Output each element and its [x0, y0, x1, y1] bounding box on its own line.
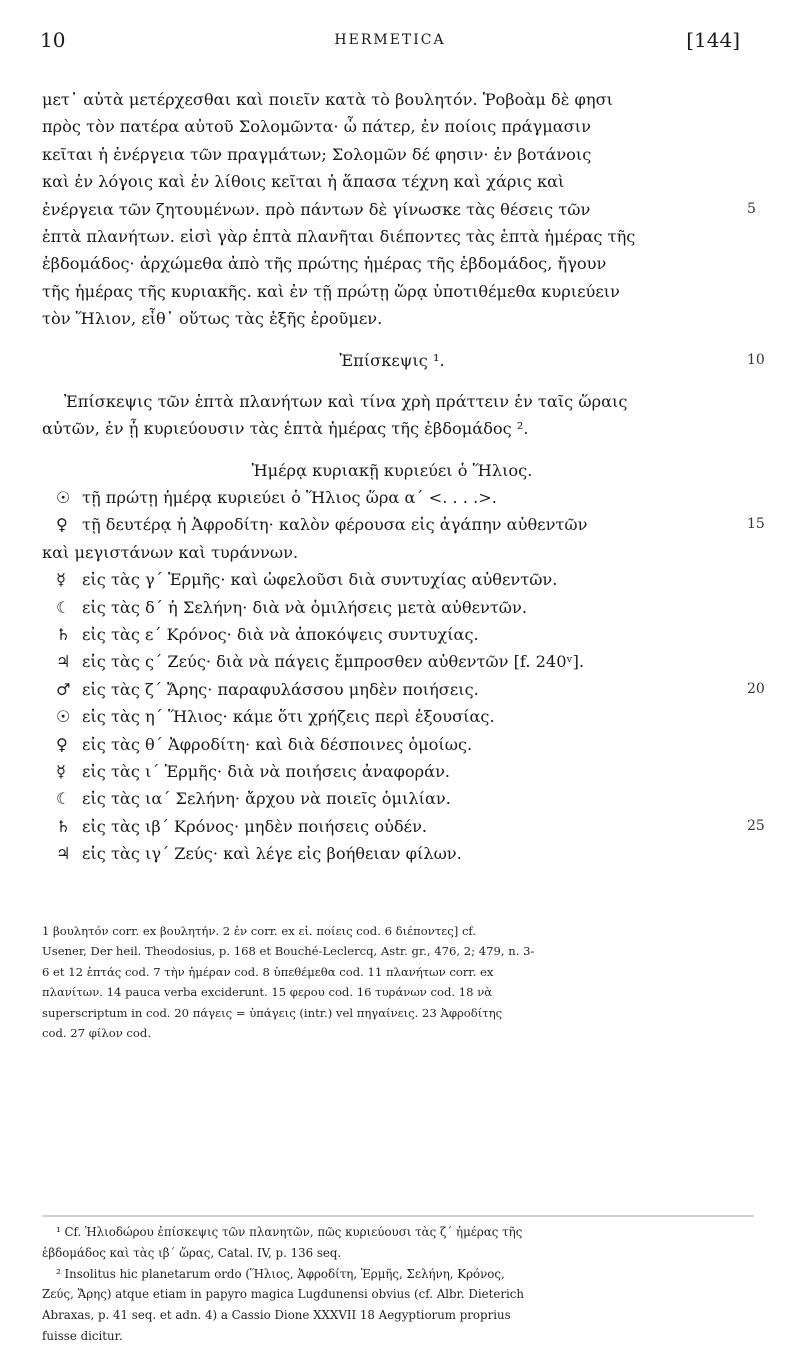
hour-text: εἰς τὰς ε΄ Κρόνος· διὰ νὰ ἀποκόψεις συντυχίας. — [82, 625, 479, 645]
footnote-line: Ζεύς, Ἄρης) atque etiam in papyro magica Lugdunensi obvius (cf. Albr. Dieterich — [42, 1287, 524, 1302]
footnote-line: fuisse dicitur. — [42, 1328, 123, 1343]
text-line: κεῖται ἡ ἐνέργεια τῶν πραγμάτων; Σολομῶν δέ φησιν· ἐν βοτάνοις — [42, 144, 592, 164]
planet-symbol-icon: ♂ — [56, 679, 71, 699]
hour-text: εἰς τὰς ζ΄ Ἄρης· παραφυλάσσου μηδὲν ποιήσεις. — [82, 679, 479, 699]
planet-symbol-icon: ♄ — [56, 816, 71, 836]
hour-text: εἰς τὰς ια΄ Σελήνη· ἄρχου νὰ ποιεῖς ὁμιλίαν. — [82, 789, 451, 809]
hour-entry — [42, 703, 742, 730]
planet-symbol-icon: ☾ — [56, 597, 71, 617]
hour-entry — [42, 840, 742, 867]
apparatus-line: superscriptum in cod. 20 πάγεις = ὑπάγεις (intr.) vel πηγαίνεις. 23 Ἀφροδίτης — [42, 1005, 503, 1020]
line-number: 25 — [747, 817, 765, 834]
hour-entry — [42, 758, 742, 785]
footnote-line: ἑβδομάδος καὶ τὰς ιβ΄ ὥρας, Catal. IV, p. 136 seq. — [42, 1245, 342, 1260]
hour-text: εἰς τὰς θ΄ Ἀφροδίτη· καὶ διὰ δέσποινες ὁμοίως. — [82, 734, 473, 754]
hour-text: τῇ δευτέρᾳ ἡ Ἀφροδίτη· καλὸν φέρουσα εἰς ἀγάπην αὐθεντῶν — [82, 515, 588, 535]
planet-symbol-icon: ☉ — [56, 707, 71, 727]
apparatus-line: πλανίτων. 14 pauca verba exciderunt. 15 φερου cod. 16 τυράνων cod. 18 νὰ — [42, 985, 493, 1000]
apparatus-line: cod. 27 φίλον cod. — [42, 1025, 152, 1040]
text-line: καὶ ἐν λόγοις καὶ ἐν λίθοις κεῖται ἡ ἅπασα τέχνη καὶ χάρις καὶ — [42, 172, 565, 192]
text-line: τῆς ἡμέρας τῆς κυριακῆς. καὶ ἐν τῇ πρώτῃ ὥρᾳ ὑποτιθέμεθα κυριεύειν — [42, 281, 620, 301]
hour-text: εἰς τὰς ιβ΄ Κρόνος· μηδὲν ποιήσεις οὐδέν. — [82, 816, 428, 836]
hour-entry — [42, 648, 742, 675]
hour-text: εἰς τὰς γ΄ Ἑρμῆς· καὶ ὠφελοῦσι διὰ συντυχίας αὐθεντῶν. — [82, 570, 558, 590]
running-title: HERMETICA — [334, 32, 446, 48]
section-heading — [42, 347, 765, 374]
text-line: μετ᾽ αὐτὰ μετέρχεσθαι καὶ ποιεῖν κατὰ τὸ βουλητόν. Ῥοβοὰμ δὲ φησι — [42, 90, 613, 109]
hour-entry — [42, 676, 765, 703]
text-line: Ἐπίσκεψις τῶν ἑπτὰ πλανήτων καὶ τίνα χρὴ πράττειν ἐν ταῖς ὥραις — [64, 391, 628, 411]
planet-symbol-icon: ☿ — [56, 761, 66, 781]
hour-entry — [42, 731, 742, 758]
text-line: τὸν Ἥλιον, εἶθ᾽ οὕτως τὰς ἑξῆς ἐροῦμεν. — [42, 309, 383, 329]
planet-symbol-icon: ♀ — [56, 734, 68, 754]
hour-entry — [42, 785, 742, 812]
page-number: 10 — [40, 28, 66, 52]
running-header — [40, 28, 740, 54]
apparatus-line: Usener, Der heil. Theodosius, p. 168 et Bouché-Leclercq, Astr. gr., 476, 2; 479, n. 3- — [42, 944, 535, 959]
text-line-content: ἐνέργεια τῶν ζητουμένων. πρὸ πάντων δὲ γίνωσκε τὰς θέσεις τῶν — [42, 199, 591, 219]
planet-symbol-icon: ♃ — [56, 844, 71, 864]
hour-entry — [42, 511, 765, 538]
hour-text: τῇ πρώτῃ ἡμέρᾳ κυριεύει ὁ Ἥλιος ὥρα α΄ <. . . .>. — [82, 488, 497, 508]
planet-symbol-icon: ♃ — [56, 652, 71, 672]
hour-entry — [42, 539, 742, 566]
main-text — [42, 86, 765, 868]
text-line — [42, 196, 756, 223]
footnotes — [42, 1222, 754, 1347]
hour-text: εἰς τὰς δ΄ ἡ Σελήνη· διὰ νὰ ὁμιλήσεις μετὰ αὐθεντῶν. — [82, 597, 527, 617]
heading-text: Ἐπίσκεψις ¹. — [339, 350, 445, 370]
footnote-line: ² Insolitus hic planetarum ordo (Ἥλιος, Ἀφροδίτη, Ἑρμῆς, Σελήνη, Κρόνος, — [56, 1266, 505, 1281]
text-line: ἑβδομάδος· ἀρχώμεθα ἀπὸ τῆς πρώτης ἡμέρας τῆς ἑβδομάδος, ἤγουν — [42, 254, 607, 274]
hour-entry — [42, 566, 742, 593]
planet-symbol-icon: ☉ — [56, 488, 71, 508]
planet-symbol-icon: ♀ — [56, 515, 68, 535]
text-line: αὐτῶν, ἐν ᾗ κυριεύουσιν τὰς ἑπτὰ ἡμέρας τῆς ἑβδομάδος ². — [42, 419, 529, 439]
hour-text: καὶ μεγιστάνων καὶ τυράννων. — [42, 542, 299, 562]
footnote-rule — [42, 1215, 754, 1217]
hour-text: εἰς τὰς η΄ Ἥλιος· κάμε ὅτι χρήζεις περὶ ἐξουσίας. — [82, 707, 495, 727]
hour-entry — [42, 813, 765, 840]
line-number: 15 — [747, 516, 765, 533]
footnote-line: ¹ Cf. Ἡλιοδώρου ἐπίσκεψις τῶν πλανητῶν, πῶς κυριεύουσι τὰς ζ΄ ἡμέρας τῆς — [56, 1225, 523, 1239]
planet-symbol-icon: ☾ — [56, 789, 71, 809]
critical-apparatus — [42, 921, 754, 1043]
hour-text: εἰς τὰς ς΄ Ζεύς· διὰ νὰ πάγεις ἔμπροσθεν αὐθεντῶν [f. 240ᵛ]. — [82, 652, 585, 672]
footnote-line: Abraxas, p. 41 seq. et adn. 4) a Cassio Dione XXXVII 18 Aegyptiorum proprius — [42, 1308, 511, 1323]
folio-reference: [144] — [686, 28, 740, 52]
hour-entry — [42, 484, 742, 511]
hour-entry — [42, 621, 742, 648]
text-line: πρὸς τὸν πατέρα αὐτοῦ Σολομῶντα· ὦ πάτερ, ἐν ποίοις πράγμασιν — [42, 117, 591, 137]
text-line: ἑπτὰ πλανήτων. εἰσὶ γὰρ ἑπτὰ πλανῆται διέποντες τὰς ἑπτὰ ἡμέρας τῆς — [42, 226, 636, 246]
apparatus-line: 1 βουλητόν corr. ex βουλητήν. 2 ἐν corr. ex εἰ. ποίεις cod. 6 διέποντες] cf. — [42, 924, 476, 938]
hour-entry — [42, 594, 742, 621]
line-number: 5 — [747, 200, 756, 217]
hour-text: εἰς τὰς ιγ΄ Ζεύς· καὶ λέγε εἰς βοήθειαν φίλων. — [82, 844, 462, 864]
line-number: 10 — [747, 351, 765, 368]
hour-text: εἰς τὰς ι΄ Ἑρμῆς· διὰ νὰ ποιήσεις ἀναφοράν. — [82, 761, 451, 781]
hour-list — [42, 484, 765, 867]
line-number: 20 — [747, 680, 765, 697]
planet-symbol-icon: ♄ — [56, 625, 71, 645]
planet-symbol-icon: ☿ — [56, 570, 66, 590]
day-heading: Ἡμέρᾳ κυριακῇ κυριεύει ὁ Ἥλιος. — [251, 460, 533, 480]
apparatus-line: 6 et 12 ἑπτάς cod. 7 τὴν ἡμέραν cod. 8 ὑπεθέμεθα cod. 11 πλανήτων corr. ex — [42, 964, 494, 979]
